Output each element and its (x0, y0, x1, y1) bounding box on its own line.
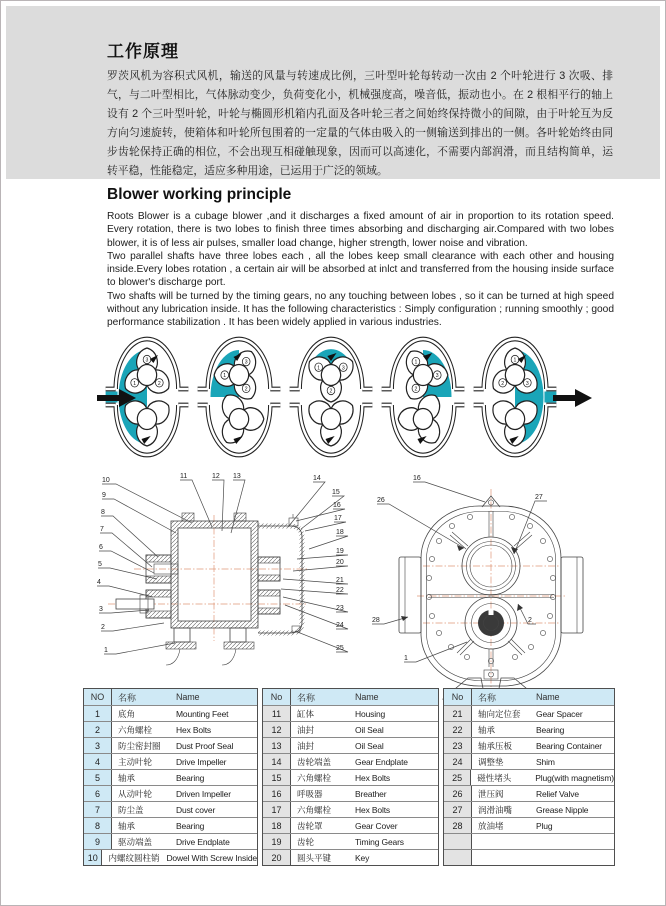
part-no: 21 (444, 706, 472, 721)
part-no (444, 834, 472, 849)
table-row (444, 833, 614, 849)
lobe-number: 2 (329, 388, 333, 395)
table-row (84, 721, 257, 737)
callout-number: 2 (101, 624, 105, 631)
part-no: 2 (84, 722, 112, 737)
part-name-en: Gear Spacer (536, 708, 583, 719)
table-row (84, 769, 257, 785)
part-name-cn: 磁性堵头 (477, 772, 512, 783)
parts-table-group (262, 688, 439, 866)
part-no: 22 (444, 722, 472, 737)
part-name-en: Name (355, 692, 379, 702)
callout-number: 17 (334, 515, 342, 522)
table-row (84, 753, 257, 769)
table-row (263, 705, 438, 721)
part-no: 24 (444, 754, 472, 769)
table-row (444, 801, 614, 817)
table-row (84, 817, 257, 833)
chinese-title: 工作原理 (107, 42, 179, 61)
part-name-cn: 缸体 (297, 708, 315, 719)
part-no: 11 (263, 706, 291, 721)
callout-number: 24 (336, 622, 344, 629)
table-row (84, 785, 257, 801)
callout-number: 28 (372, 617, 380, 624)
part-name-en: Hex Bolts (176, 724, 212, 735)
section-view-drawing (96, 471, 416, 701)
part-name-cn: 齿轮罩 (297, 820, 323, 831)
part-name-en: Gear Endplate (355, 756, 408, 767)
part-name-en: Bearing Container (536, 740, 602, 751)
lobe-number: 3 (435, 372, 439, 380)
lobe-number: 2 (244, 386, 248, 393)
lobe-number: 1 (317, 365, 321, 372)
part-name-en: Bearing (176, 820, 205, 831)
callout-number: 5 (98, 561, 102, 568)
table-row (263, 817, 438, 833)
callout-number: 27 (535, 494, 543, 501)
part-name-cn: 轴承 (118, 820, 136, 831)
part-name-en: Dust cover (176, 804, 216, 815)
part-no: 1 (84, 706, 112, 721)
callout-number: 23 (336, 605, 344, 612)
part-no: 9 (84, 834, 112, 849)
lobe-number: 1 (414, 359, 418, 366)
part-name-cn: 底角 (118, 708, 136, 719)
english-paragraph-3: Two shafts will be turned by the timing gears, no any touching between lobes , so it can be turned at high speed without any lubrication inside. It has the following characteristics : Simply configuration ; running smoothly ; good performance stabilization . It has been widely applied in various industries. (107, 290, 614, 329)
lobe-stage-4 (377, 335, 469, 467)
part-name-en: Dust Proof Seal (176, 740, 234, 751)
callout-number: 19 (336, 548, 344, 555)
callout-number: 22 (336, 587, 344, 594)
part-name-cn: 驱动端盖 (118, 836, 153, 847)
part-no: 15 (263, 770, 291, 785)
table-row (84, 833, 257, 849)
part-name-cn: 名称 (478, 692, 497, 703)
table-row (84, 705, 257, 721)
lobe-number: 1 (133, 380, 137, 387)
table-row (263, 721, 438, 737)
part-name-cn: 油封 (297, 740, 315, 751)
part-name-en: Name (536, 692, 560, 702)
part-name-en: Driven Impeller (176, 788, 231, 799)
parts-table-group (443, 688, 615, 866)
table-header-row (263, 689, 438, 705)
part-name-en: Hex Bolts (355, 772, 391, 783)
part-no: 25 (444, 770, 471, 785)
part-name-cn: 油封 (297, 724, 315, 735)
part-name-en: Bearing (536, 724, 565, 735)
part-no: 8 (84, 818, 112, 833)
callout-number: 16 (413, 475, 421, 482)
table-row (444, 753, 614, 769)
lobe-number: 2 (414, 386, 418, 393)
part-no: 13 (263, 738, 291, 753)
callout-number: 16 (333, 502, 341, 509)
english-paragraphs (107, 210, 614, 330)
part-no: 5 (84, 770, 112, 785)
part-name-cn: 调整垫 (478, 756, 504, 767)
lobe-stage-2 (193, 335, 285, 467)
part-name-en: Mounting Feet (176, 708, 229, 719)
callout-number: 1 (104, 647, 108, 654)
part-no: 6 (84, 786, 112, 801)
part-no: 14 (263, 754, 291, 769)
part-name-cn: 六角螺栓 (297, 772, 332, 783)
table-row (263, 785, 438, 801)
part-name-en: Name (176, 692, 200, 702)
part-no: No (263, 689, 291, 705)
table-row (444, 721, 614, 737)
callout-number: 26 (377, 497, 385, 504)
callout-number: 13 (233, 473, 241, 480)
part-name-cn: 主动叶轮 (118, 756, 153, 767)
part-no: 4 (84, 754, 112, 769)
part-name-cn: 六角螺栓 (118, 724, 153, 735)
part-name-cn: 轴承 (118, 772, 136, 783)
part-name-cn: 六角螺栓 (297, 804, 332, 815)
part-name-cn: 轴向定位套 (478, 708, 521, 719)
callout-number: 10 (102, 477, 110, 484)
part-no: 18 (263, 818, 291, 833)
inlet-arrow-icon (97, 389, 137, 407)
callout-number: 2 (528, 617, 532, 624)
callout-number: 12 (212, 473, 220, 480)
part-name-en: Oil Seal (355, 740, 384, 751)
table-row (263, 737, 438, 753)
part-name-cn: 齿轮 (297, 836, 315, 847)
lobe-number: 3 (341, 365, 345, 372)
table-header-row (84, 689, 257, 705)
table-row (263, 769, 438, 785)
parts-table-group (83, 688, 258, 866)
lobe-number: 3 (244, 359, 248, 366)
table-row (263, 833, 438, 849)
callout-number: 18 (336, 529, 344, 536)
table-row (444, 769, 614, 785)
lobe-stage-3 (285, 335, 377, 467)
part-no: 10 (84, 850, 102, 865)
part-name-en: Plug(with magnetism) (535, 772, 614, 783)
part-name-cn: 轴承 (478, 724, 496, 735)
part-name-en: Drive Endplate (176, 836, 230, 847)
part-name-cn: 防尘盖 (118, 804, 144, 815)
callout-number: 9 (102, 492, 106, 499)
table-row (444, 849, 614, 865)
lobe-number: 2 (157, 380, 161, 387)
part-no: 27 (444, 802, 472, 817)
part-name-cn: 轴承压板 (478, 740, 513, 751)
part-name-en: Grease Nipple (536, 804, 589, 815)
english-paragraph-1: Roots Blower is a cubage blower ,and it discharges a fixed amount of air in proportion to its rotation speed. Every rotation, there is two lobes to finish three times absorbing and discharging air.Compared with two lobes blower, it is of less air pulses, smaller load change, higher strength, lower noise and vibration. (107, 211, 614, 249)
lobe-number: 3 (145, 357, 149, 364)
part-name-cn: 泄压阀 (478, 788, 504, 799)
table-row (444, 737, 614, 753)
lobe-number: 1 (513, 357, 517, 364)
part-name-en: Drive Impeller (176, 756, 227, 767)
part-name-cn: 内螺纹圆柱销 (108, 852, 160, 863)
callout-number: 15 (332, 489, 340, 496)
part-name-cn: 从动叶轮 (118, 788, 153, 799)
table-row (84, 849, 257, 865)
part-name-cn: 放油堵 (478, 820, 504, 831)
part-name-en: Plug (536, 820, 553, 831)
callout-number: 7 (100, 526, 104, 533)
part-name-en: Hex Bolts (355, 804, 391, 815)
table-row (263, 849, 438, 865)
part-no: 26 (444, 786, 472, 801)
callout-number: 4 (97, 579, 101, 586)
part-name-cn: 润滑油嘴 (478, 804, 513, 815)
part-no: 23 (444, 738, 472, 753)
callout-number: 20 (336, 559, 344, 566)
part-name-cn: 呼吸器 (297, 788, 323, 799)
callout-number: 3 (99, 606, 103, 613)
part-name-en: Breather (355, 788, 387, 799)
table-row (263, 753, 438, 769)
callout-number: 14 (313, 475, 321, 482)
lobe-number: 2 (501, 380, 505, 387)
callout-number: 6 (99, 544, 103, 551)
callout-number: 21 (336, 577, 344, 584)
callout-number: 11 (180, 473, 188, 480)
table-row (444, 705, 614, 721)
part-name-en: Bearing (176, 772, 205, 783)
callout-number: 8 (101, 509, 105, 516)
part-name-cn: 名称 (118, 692, 137, 703)
part-name-en: Timing Gears (355, 836, 404, 847)
part-name-cn: 圆头平键 (297, 852, 332, 863)
english-paragraph-2: Two parallel shafts have three lobes each , all the lobes keep small clearance with each other and housing inside.Every lobes rotation , a certain air will be absorbed at inlct and transferred from the housing inside surface to blower's discharge port. (107, 250, 614, 289)
part-name-en: Oil Seal (355, 724, 384, 735)
part-name-en: Housing (355, 708, 386, 719)
lobe-stage-5 (469, 335, 561, 467)
part-name-en: Relief Valve (536, 788, 579, 799)
outlet-arrow-icon (553, 389, 593, 407)
chinese-paragraph: 罗茨风机为容积式风机，输送的风量与转速成比例，三叶型叶轮每转动一次由 2 个叶轮进行 3 次吸、排气，与二叶型相比，气体脉动变少，负荷变化小，机械强度高，噪音低，振动也小。在 2 根相平行的轴上设有 2 个三叶型叶轮，叶轮与椭圆形机箱内孔面及各叶轮三者之间始终保持微小的间隙，由于叶轮互为反方向匀速旋转，使箱体和叶轮所包围着的一定量的气体由吸入的一侧输送到排出的一侧。各叶轮始终由同步齿轮保持正确的相位，不会出现互相碰触现象，因而可以高速化，不需要内部润滑，而且结构简单，运转平稳，性能稳定，适应多种用途，已运用于广泛的领域。 (107, 70, 613, 177)
part-no: 19 (263, 834, 291, 849)
part-no: 7 (84, 802, 112, 817)
lobe-number: 1 (223, 372, 227, 380)
callout-number: 25 (336, 645, 344, 652)
table-header-row (444, 689, 614, 705)
part-no: 16 (263, 786, 291, 801)
parts-table (83, 688, 615, 866)
part-name-cn: 名称 (297, 692, 316, 703)
table-row (84, 737, 257, 753)
part-no: No (444, 689, 472, 705)
part-no: 3 (84, 738, 112, 753)
table-row (444, 817, 614, 833)
part-name-cn: 防尘密封圈 (118, 740, 161, 751)
part-name-en: Shim (536, 756, 555, 767)
part-name-en: Key (355, 852, 370, 863)
lobe-rotation-diagram (101, 335, 561, 467)
callout-number: 1 (404, 655, 408, 662)
english-title: Blower working principle (107, 186, 292, 203)
part-no: 17 (263, 802, 291, 817)
part-name-cn: 齿轮端盖 (297, 756, 332, 767)
end-view-drawing (371, 471, 651, 701)
part-no: 12 (263, 722, 291, 737)
part-name-en: Dowel With Screw Inside (166, 852, 257, 863)
part-no (444, 850, 472, 865)
part-no: 20 (263, 850, 291, 865)
part-name-en: Gear Cover (355, 820, 398, 831)
table-row (263, 801, 438, 817)
lobe-number: 3 (525, 380, 529, 387)
table-row (84, 801, 257, 817)
table-row (444, 785, 614, 801)
part-no: 28 (444, 818, 472, 833)
part-no: NO (84, 689, 112, 705)
